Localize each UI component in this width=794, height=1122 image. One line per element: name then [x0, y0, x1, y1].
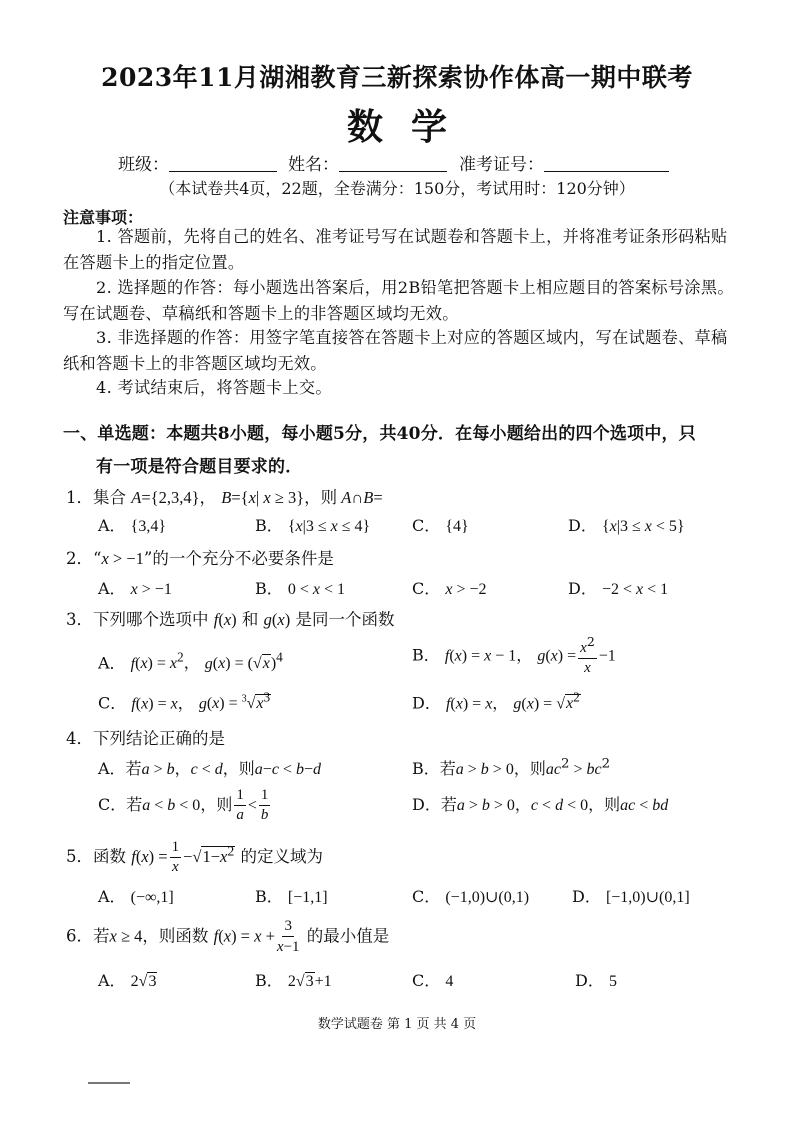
q1-option-d[interactable]: D． {x|3 ≤ x < 5} [568, 516, 685, 535]
q6-option-b[interactable]: B． 2√3+1 [255, 971, 332, 990]
q6-option-a[interactable]: A． 2√3 [98, 971, 157, 990]
scan-mark [88, 1082, 130, 1084]
q3-option-b[interactable]: B． f(x) = x − 1， g(x) = $\frac{x^2}{x}$ −1 [412, 634, 616, 676]
question-2: 2．“x > −1”的一个充分不必要条件是 [66, 549, 334, 568]
q3-option-c[interactable]: C． f(x) = x， $g(x) = ^3√x^3$ [98, 690, 271, 713]
subject-title: 数学 [346, 106, 475, 148]
section-heading-line2: 有一项是符合题目要求的． [96, 457, 303, 477]
q6-option-c[interactable]: C． 4 [412, 971, 454, 990]
q3-option-a[interactable]: A． $f(x) = x^2$， $g(x) = (√x)^4$ [98, 650, 283, 673]
q1-option-c[interactable]: C． {4} [412, 516, 469, 535]
q4-option-c[interactable]: C．若a < b < 0，则 $\frac{1}{a}$ < $\frac{1}{b}$ [98, 787, 269, 823]
page-footer: 数学试题卷 第 1 页 共 4 页 [317, 1017, 477, 1032]
id-field [459, 150, 669, 175]
note-item: 2. 选择题的作答：每小题选出答案后，用2B铅笔把答题卡上相应题目的答案标号涂黑。写在试题卷、草稿纸和答题卡上的非答题区域均无效。 [63, 278, 734, 323]
q1-option-a[interactable]: A． {3,4} [98, 516, 167, 535]
q1-option-b[interactable]: B． {x|3 ≤ x ≤ 4} [255, 516, 371, 535]
q4-option-b[interactable]: B．若a > b > 0，则$ac^2 > bc^2$ [412, 756, 611, 778]
q5-option-a[interactable]: A． (−∞,1] [98, 887, 174, 906]
question-5: 5．函数 f(x) = $\frac{1}{x}$ $-√1-x^2$ 的定义域为 [66, 839, 323, 875]
note-item: 3. 非选择题的作答：用签字笔直接答在答题卡上对应的答题区域内，写在试题卷、草稿纸和答题卡上的非答题区域均无效。 [63, 328, 728, 373]
class-label: 班级： [118, 155, 169, 175]
notes-heading: 注意事项： [63, 208, 144, 227]
q4-option-a[interactable]: A．若a > b，c < d，则a−c < b−d [98, 759, 321, 778]
id-blank[interactable] [544, 155, 669, 172]
class-blank[interactable] [169, 155, 277, 172]
exam-title: 2023年11月湖湘教育三新探索协作体高一期中联考 [101, 63, 693, 92]
question-1: 1．集合 A={2,3,4}， B={x| x ≥ 3}，则 A∩B= [66, 488, 383, 507]
exam-info: （本试卷共4页，22题，全卷满分：150分，考试用时：120分钟） [159, 179, 635, 198]
class-field [118, 150, 277, 175]
section-heading-line1: 一、单选题：本题共8小题，每小题5分，共40分．在每小题给出的四个选项中，只 [63, 424, 696, 444]
question-3: 3．下列哪个选项中 f(x) 和 g(x) 是同一个函数 [66, 610, 395, 629]
q5-option-c[interactable]: C． (−1,0)∪(0,1) [412, 887, 530, 906]
q2-option-a[interactable]: A． x > −1 [98, 579, 172, 598]
name-field [288, 150, 447, 175]
q6-option-d[interactable]: D． 5 [575, 971, 617, 990]
name-blank[interactable] [339, 155, 447, 172]
q4-option-d[interactable]: D．若a > b > 0，c < d < 0，则ac < bd [412, 795, 669, 814]
q3-option-d[interactable]: D． f(x) = x， $g(x) = √x^2$ [412, 690, 580, 713]
note-item: 1. 答题前，先将自己的姓名、准考证号写在试题卷和答题卡上，并将准考证条形码粘贴在答题卡上的指定位置。 [63, 227, 728, 272]
name-label: 姓名： [288, 155, 339, 175]
q5-option-b[interactable]: B． [−1,1] [255, 887, 328, 906]
q2-option-d[interactable]: D． −2 < x < 1 [568, 579, 669, 598]
id-label: 准考证号： [459, 155, 544, 175]
question-4: 4．下列结论正确的是 [66, 729, 225, 748]
q2-option-c[interactable]: C． x > −2 [412, 579, 487, 598]
note-item: 4. 考试结束后，将答题卡上交。 [96, 378, 332, 397]
question-6: 6．若x ≥ 4，则函数 f(x) = x + $\frac{3}{x-1}$ 的最小值是 [66, 918, 390, 955]
q2-option-b[interactable]: B． 0 < x < 1 [255, 579, 346, 598]
q5-option-d[interactable]: D． [−1,0)∪(0,1] [572, 887, 690, 906]
